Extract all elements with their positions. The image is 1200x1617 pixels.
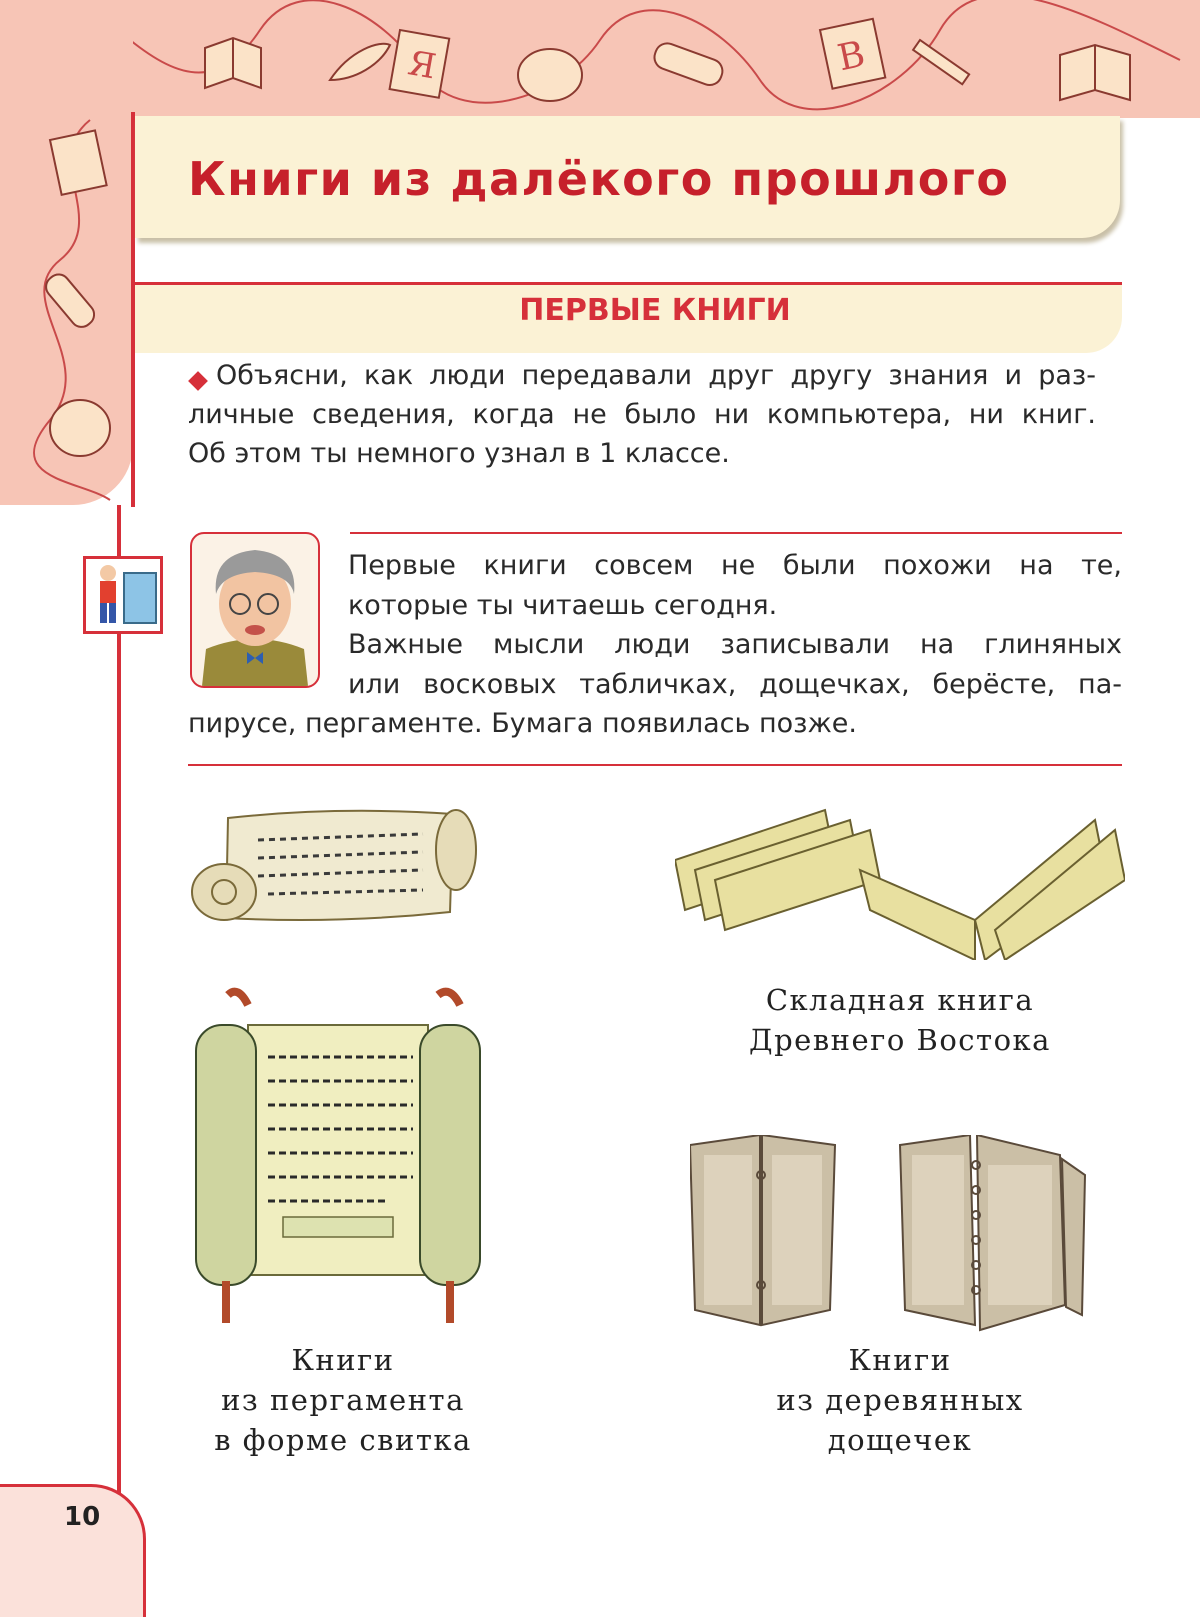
scroll-icon <box>651 40 726 88</box>
task-line: Об этом ты немного узнал в 1 классе. <box>188 438 730 469</box>
divider <box>188 764 1122 766</box>
tablet-icon <box>518 49 582 101</box>
left-doodle-pattern <box>0 0 133 505</box>
frame-rule-left <box>117 505 121 1604</box>
parchment-scroll-caption-line: в форме свитка <box>214 1423 472 1457</box>
left-decorative-band <box>0 0 133 505</box>
letter-card-icon <box>390 30 450 98</box>
info-line: Первые книги совсем не были похожи на те, <box>348 550 1122 581</box>
info-line: или восковых табличках, дощечках, берёсте, па- <box>348 669 1122 700</box>
svg-text:В: В <box>834 33 869 80</box>
task-bullet-icon <box>188 371 208 391</box>
section-title: ПЕРВЫЕ КНИГИ <box>519 293 791 328</box>
doodle-pattern <box>0 0 1200 118</box>
parchment-scroll-illustration <box>188 985 488 1325</box>
parchment-scroll-caption-line: Книги <box>291 1343 395 1377</box>
open-scroll-illustration <box>188 800 488 940</box>
divider <box>350 532 1122 534</box>
info-line: которые ты читаешь сегодня. <box>348 590 778 621</box>
task-line: Объясни, как люди передавали друг другу знания и раз- <box>216 360 1096 391</box>
top-decorative-band <box>0 0 1200 118</box>
open-book-icon <box>205 38 261 88</box>
info-line: пирусе, пергаменте. Бумага появилась позже. <box>188 708 858 739</box>
open-book-icon-2 <box>1060 45 1130 100</box>
wooden-boards-caption-line: дощечек <box>827 1423 973 1457</box>
scroll-icon-left <box>42 270 99 331</box>
page-title: Книги из далёкого прошлого <box>188 152 1010 206</box>
info-line: Важные мысли люди записывали на глиняных <box>348 629 1122 660</box>
reading-marker-icon <box>83 556 163 634</box>
folding-book-caption-line: Складная книга <box>765 983 1035 1017</box>
parchment-scroll-caption-line: из пергамента <box>221 1383 465 1417</box>
task-line: личные сведения, когда не было ни компьютера, ни книг. <box>188 399 1096 430</box>
letter-card-icon-left <box>50 130 107 194</box>
wooden-boards-caption-line: Книги <box>848 1343 952 1377</box>
feather-icon <box>330 44 390 80</box>
tablet-icon-left <box>50 400 110 456</box>
folding-book-illustration <box>675 800 1125 960</box>
wooden-boards-caption-line: из деревянных <box>776 1383 1024 1417</box>
letter-b-card-icon <box>820 19 885 89</box>
page-number: 10 <box>64 1502 101 1532</box>
svg-text:Я: Я <box>404 43 439 88</box>
teacher-avatar <box>190 532 320 688</box>
pencil-icon <box>913 40 969 84</box>
wooden-boards-illustration <box>690 1135 1110 1345</box>
folding-book-caption-line: Древнего Востока <box>749 1023 1051 1057</box>
